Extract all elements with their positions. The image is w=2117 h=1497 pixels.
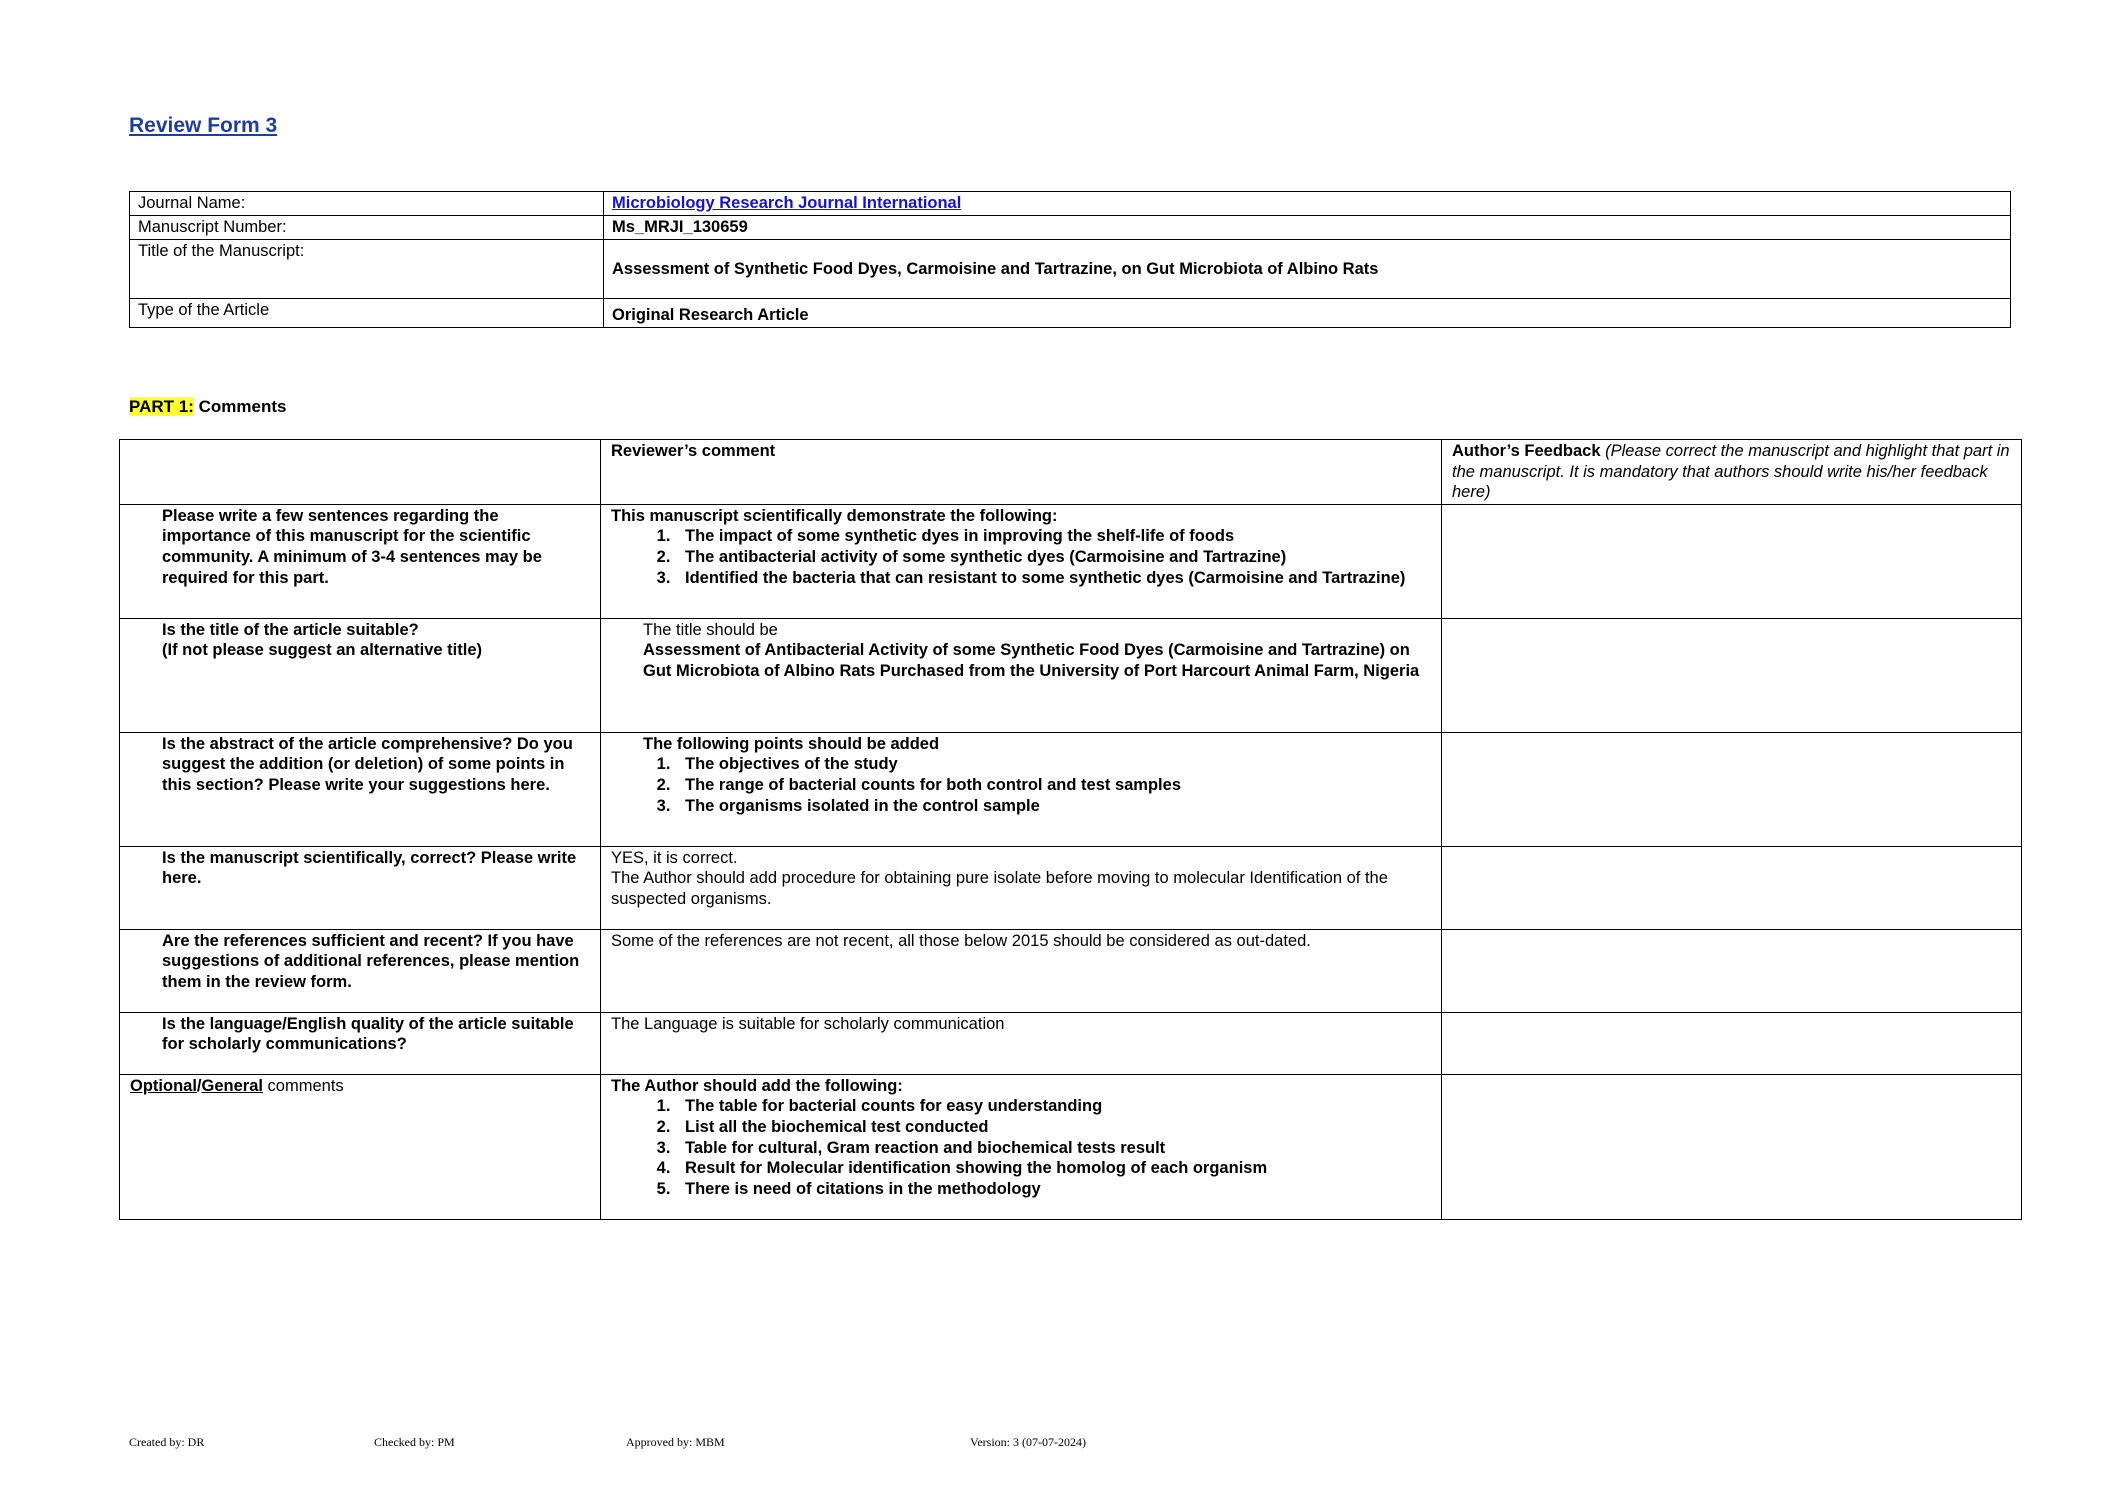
list-item: 1. The table for bacterial counts for easy understanding (675, 1096, 1431, 1117)
question-cell (120, 1012, 601, 1074)
list-item: 3. Identified the bacteria that can resistant to some synthetic dyes (Carmoisine and Tartrazine) (675, 568, 1431, 589)
question-cell (120, 732, 601, 846)
general-label: General (201, 1076, 263, 1095)
author-feedback-cell[interactable] (1442, 618, 2022, 732)
author-feedback-instruction: (Please correct the manuscript and highlight that part in the manuscript. It is mandatory that authors should write his/her feedback here) (1452, 442, 2010, 502)
comments-table (119, 439, 2022, 1220)
author-feedback-cell[interactable] (1442, 1012, 2022, 1074)
manuscript-title-label: Title of the Manuscript: (130, 240, 604, 299)
comment-intro: This manuscript scientifically demonstrate the following: (611, 506, 1058, 525)
comment-intro: The Author should add the following: (611, 1076, 903, 1095)
question-cell (120, 618, 601, 732)
comment-row-language (120, 1012, 2022, 1074)
question-text: Is the manuscript scientifically, correct? Please write here. (162, 848, 577, 888)
journal-label: Journal Name: (130, 192, 604, 216)
part1-label: PART 1: (129, 397, 194, 416)
list-item: 2. The antibacterial activity of some synthetic dyes (Carmoisine and Tartrazine) (675, 547, 1431, 568)
comment-list (611, 526, 1431, 588)
reviewer-comment-cell (601, 732, 1442, 846)
question-text: Please write a few sentences regarding the importance of this manuscript for the scientific community. A minimum of 3-4 sentences may be required for this part. (162, 506, 542, 587)
footer-checked-by: Checked by: PM (374, 1435, 455, 1449)
comments-header-row (120, 440, 2022, 505)
question-cell (120, 929, 601, 1012)
reviewer-comment-cell (601, 1074, 1442, 1219)
list-item: 2. List all the biochemical test conducted (675, 1117, 1431, 1138)
manuscript-info-table (129, 191, 2011, 328)
reviewer-comment-cell: Some of the references are not recent, all those below 2015 should be considered as out-dated. (601, 929, 1442, 1012)
list-item: 3. The organisms isolated in the control sample (675, 796, 1431, 817)
reviewer-comment-cell: The Language is suitable for scholarly communication (601, 1012, 1442, 1074)
comments-label: comments (262, 1076, 344, 1095)
comment-intro: The following points should be added (643, 734, 940, 753)
manuscript-title-value: Assessment of Synthetic Food Dyes, Carmoisine and Tartrazine, on Gut Microbiota of Albino Rats (604, 240, 2011, 299)
comment-line: The Author should add procedure for obtaining pure isolate before moving to molecular Identification of the suspected organisms. (611, 869, 1388, 908)
question-cell (120, 846, 601, 929)
comment-intro: The title should be (643, 620, 778, 639)
suggested-title: Assessment of Antibacterial Activity of some Synthetic Food Dyes (Carmoisine and Tartrazine) on Gut Microbiota of Albino Rats Purchased from the University of Port Harcourt Animal Farm, Nigeria (643, 641, 1420, 680)
list-item: 1. The objectives of the study (675, 754, 1431, 775)
manuscript-title-row (130, 240, 2011, 299)
manuscript-number-label: Manuscript Number: (130, 216, 604, 240)
reviewer-comment-cell (601, 504, 1442, 618)
journal-link[interactable]: Microbiology Research Journal International (612, 194, 962, 212)
part1-title: Comments (198, 397, 287, 416)
journal-row (130, 192, 2011, 216)
comment-row-references (120, 929, 2022, 1012)
comment-line: YES, it is correct. (611, 848, 738, 867)
list-item: 2. The range of bacterial counts for both control and test samples (675, 775, 1431, 796)
question-text: Are the references sufficient and recent? If you have suggestions of additional references, please mention them in the review form. (162, 931, 580, 991)
reviewer-comment-header: Reviewer’s comment (601, 440, 1442, 505)
footer-approved-by: Approved by: MBM (626, 1435, 725, 1449)
question-text: Is the language/English quality of the article suitable for scholarly communications? (162, 1014, 574, 1054)
list-item: 3. Table for cultural, Gram reaction and biochemical tests result (675, 1138, 1431, 1159)
header-empty-cell (120, 440, 601, 505)
journal-value (604, 192, 2011, 216)
list-item: 1. The impact of some synthetic dyes in improving the shelf-life of foods (675, 526, 1431, 547)
author-feedback-cell[interactable] (1442, 846, 2022, 929)
footer-created-by: Created by: DR (129, 1435, 205, 1449)
list-item: 5. There is need of citations in the methodology (675, 1179, 1431, 1200)
label-slash: / (196, 1076, 202, 1095)
author-feedback-label: Author’s Feedback (1452, 442, 1601, 460)
article-type-label: Type of the Article (130, 299, 604, 328)
author-feedback-cell[interactable] (1442, 504, 2022, 618)
reviewer-comment-cell (601, 846, 1442, 929)
author-feedback-cell[interactable] (1442, 929, 2022, 1012)
author-feedback-header (1442, 440, 2022, 505)
question-subtext: (If not please suggest an alternative title) (162, 641, 482, 660)
author-feedback-cell[interactable] (1442, 732, 2022, 846)
question-cell (120, 504, 601, 618)
manuscript-number-row (130, 216, 2011, 240)
list-item: 4. Result for Molecular identification showing the homolog of each organism (675, 1158, 1431, 1179)
optional-label: Optional (130, 1076, 197, 1095)
form-title: Review Form 3 (129, 114, 278, 137)
comment-row-title (120, 618, 2022, 732)
part1-heading (129, 397, 286, 417)
manuscript-number-value: Ms_MRJI_130659 (604, 216, 2011, 240)
question-text: Is the title of the article suitable? (162, 620, 419, 639)
comment-list (611, 1096, 1431, 1199)
question-cell (120, 1074, 601, 1219)
reviewer-comment-cell (601, 618, 1442, 732)
footer-version: Version: 3 (07-07-2024) (970, 1435, 1086, 1449)
article-type-row (130, 299, 2011, 328)
article-type-value: Original Research Article (604, 299, 2011, 328)
comment-row-abstract (120, 732, 2022, 846)
comment-list (611, 754, 1431, 816)
author-feedback-cell[interactable] (1442, 1074, 2022, 1219)
comment-row-general (120, 1074, 2022, 1219)
question-text: Is the abstract of the article comprehensive? Do you suggest the addition (or deletion) of some points in this section? Please write your suggestions here. (162, 734, 573, 794)
comment-row-importance (120, 504, 2022, 618)
comment-row-scientific (120, 846, 2022, 929)
